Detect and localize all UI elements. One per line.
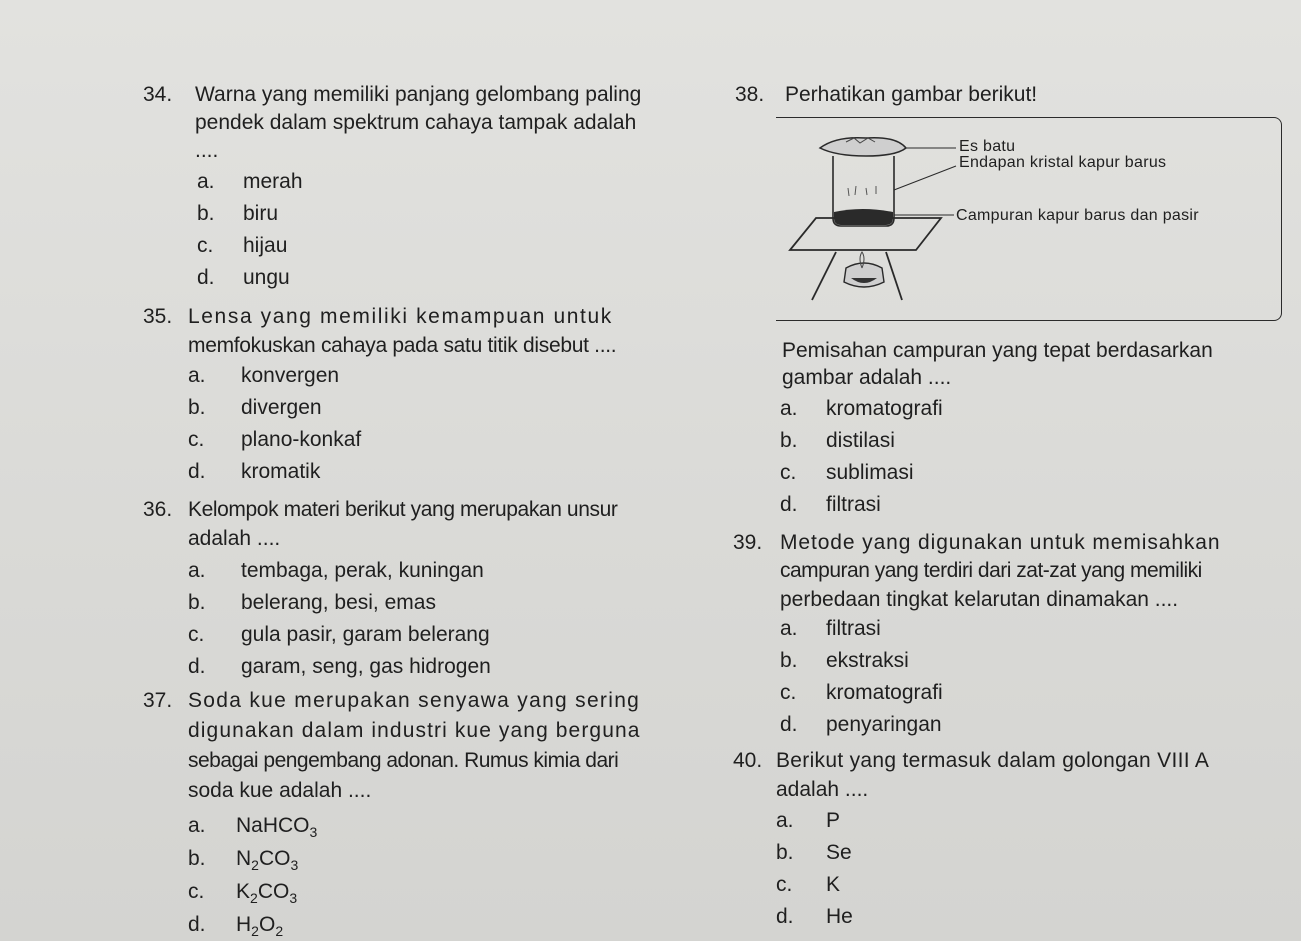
q36-option-b[interactable]: belerang, besi, emas (241, 591, 436, 614)
q37-option-b-letter: b. (188, 847, 206, 870)
q38-title: Perhatikan gambar berikut! (785, 83, 1038, 106)
q40-option-a-letter: a. (776, 809, 794, 832)
q39-option-a-letter: a. (780, 617, 798, 640)
q36-option-a[interactable]: tembaga, perak, kuningan (241, 559, 484, 582)
q40-text-line1: Berikut yang termasuk dalam golongan VIII A (776, 749, 1210, 772)
q34-option-b-letter: b. (197, 202, 215, 225)
q36-option-d-letter: d. (188, 655, 206, 678)
q37-number: 37. (143, 689, 173, 712)
q37-text-line4: soda kue adalah .... (188, 779, 372, 802)
q36-text-line2: adalah .... (188, 527, 281, 550)
q35-option-b[interactable]: divergen (241, 396, 322, 419)
q39-option-b-letter: b. (780, 649, 798, 672)
q35-text-line2: memfokuskan cahaya pada satu titik disebut .... (188, 334, 617, 357)
q39-option-c[interactable]: kromatografi (826, 681, 943, 704)
q38-option-d[interactable]: filtrasi (826, 493, 881, 516)
q36-option-b-letter: b. (188, 591, 206, 614)
q34-option-d-letter: d. (197, 266, 215, 289)
q38-option-d-letter: d. (780, 493, 798, 516)
label-crystal: Endapan kristal kapur barus (959, 154, 1167, 171)
q35-option-d-letter: d. (188, 460, 206, 483)
q34-option-d[interactable]: ungu (243, 266, 290, 289)
q37-option-c[interactable]: $K_2CO_3$ (236, 880, 298, 906)
q36-option-c-letter: c. (188, 623, 205, 646)
q39-option-c-letter: c. (780, 681, 797, 704)
q36-number: 36. (143, 498, 173, 521)
q35-option-d[interactable]: kromatik (241, 460, 321, 483)
q39-text-line1: Metode yang digunakan untuk memisahkan (780, 531, 1221, 554)
q40-option-d-letter: d. (776, 905, 794, 928)
q39-option-d[interactable]: penyaringan (826, 713, 942, 736)
q37-option-a[interactable]: NaHCO$_3$ (236, 814, 318, 840)
sublimation-figure (776, 117, 1282, 321)
q37-option-c-letter: c. (188, 880, 205, 903)
q36-option-d[interactable]: garam, seng, gas hidrogen (241, 655, 491, 678)
q39-number: 39. (733, 531, 763, 554)
q35-option-c[interactable]: plano-konkaf (241, 428, 362, 451)
q34-option-b[interactable]: biru (243, 202, 279, 225)
q34-option-a-letter: a. (197, 170, 215, 193)
q40-option-b[interactable]: Se (826, 841, 852, 864)
q34-number: 34. (143, 83, 173, 106)
q34-option-a[interactable]: merah (243, 170, 303, 193)
q37-option-d-letter: d. (188, 913, 206, 936)
q34-text-line1: Warna yang memiliki panjang gelombang paling (195, 83, 642, 106)
q38-option-b-letter: b. (780, 429, 798, 452)
q34-option-c[interactable]: hijau (243, 234, 288, 257)
q39-text-line3: perbedaan tingkat kelarutan dinamakan .... (780, 588, 1179, 611)
q38-option-a[interactable]: kromatografi (826, 397, 943, 420)
q37-text-line2: digunakan dalam industri kue yang berguna (188, 719, 641, 742)
q34-text-line2: pendek dalam spektrum cahaya tampak adalah (195, 111, 637, 134)
q38-text-line1: Pemisahan campuran yang tepat berdasarkan (782, 339, 1213, 362)
label-ice: Es batu (959, 138, 1016, 155)
q38-option-a-letter: a. (780, 397, 798, 420)
q37-text-line3: sebagai pengembang adonan. Rumus kimia dari (188, 749, 619, 772)
q36-option-c[interactable]: gula pasir, garam belerang (241, 623, 490, 646)
q38-option-c-letter: c. (780, 461, 797, 484)
q40-number: 40. (733, 749, 763, 772)
q35-option-a-letter: a. (188, 364, 206, 387)
q38-number: 38. (735, 83, 765, 106)
q40-option-c-letter: c. (776, 873, 793, 896)
q38-option-b[interactable]: distilasi (826, 429, 895, 452)
q40-text-line2: adalah .... (776, 778, 869, 801)
q39-text-line2: campuran yang terdiri dari zat-zat yang memiliki (780, 559, 1202, 582)
q40-option-c[interactable]: K (826, 873, 841, 896)
q36-option-a-letter: a. (188, 559, 206, 582)
q38-option-c[interactable]: sublimasi (826, 461, 914, 484)
q40-option-d[interactable]: He (826, 905, 853, 928)
q36-text-line1: Kelompok materi berikut yang merupakan unsur (188, 498, 618, 521)
q34-option-c-letter: c. (197, 234, 214, 257)
q38-text-line2: gambar adalah .... (782, 366, 952, 389)
q37-option-a-letter: a. (188, 814, 206, 837)
q37-option-d[interactable]: $H_2O_2$ (236, 913, 284, 939)
q37-option-b[interactable]: $N_2CO_3$ (236, 847, 299, 873)
q39-option-d-letter: d. (780, 713, 798, 736)
q35-text-line1: Lensa yang memiliki kemampuan untuk (188, 305, 613, 328)
q37-text-line1: Soda kue merupakan senyawa yang sering (188, 689, 641, 712)
q40-option-a[interactable]: P (826, 809, 841, 832)
q35-number: 35. (143, 305, 173, 328)
q35-option-b-letter: b. (188, 396, 206, 419)
q35-option-a[interactable]: konvergen (241, 364, 340, 387)
q40-option-b-letter: b. (776, 841, 794, 864)
q34-text-line3: .... (195, 139, 219, 162)
q39-option-a[interactable]: filtrasi (826, 617, 881, 640)
q35-option-c-letter: c. (188, 428, 205, 451)
q39-option-b[interactable]: ekstraksi (826, 649, 909, 672)
label-mixture: Campuran kapur barus dan pasir (956, 207, 1199, 224)
